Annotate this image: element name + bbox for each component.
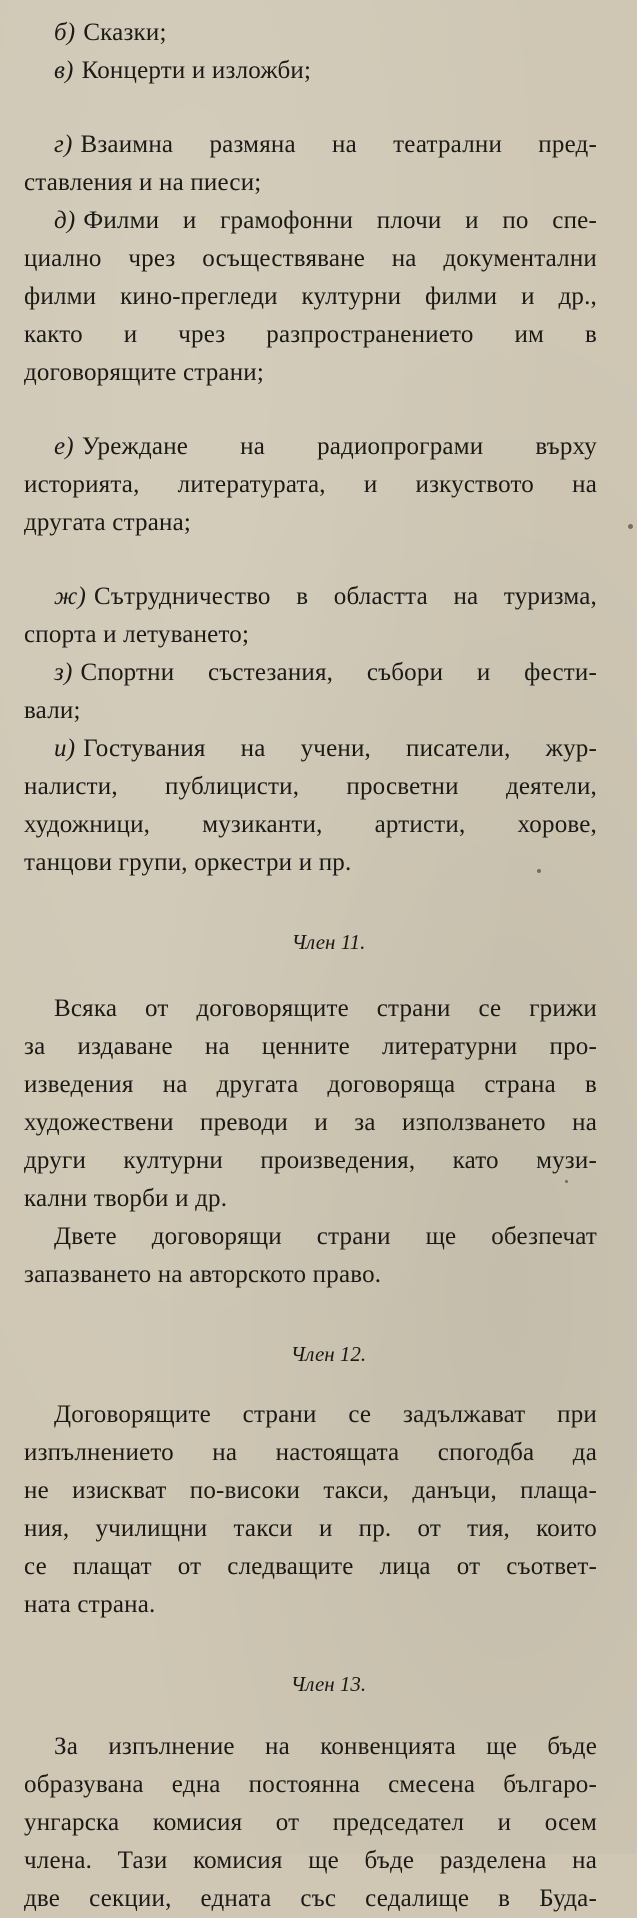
item-text: Сътрудничество в областта на туризма, (93, 583, 597, 610)
list-item-z (24, 654, 597, 692)
paper-speck (537, 869, 541, 873)
paragraph-line: члена. Тази комисия ще бъде разделена на (24, 1847, 597, 1874)
paragraph-line: изпълнението на настоящата спогодба да (24, 1439, 597, 1466)
article-heading: Член 11. (291, 930, 366, 954)
item-text: Взаимна размяна на театрални пред- (80, 131, 597, 158)
paragraph-line: унгарска комисия от председател и осем (24, 1809, 597, 1836)
item-marker: б) (54, 19, 76, 46)
article-heading: Член 12. (290, 1342, 367, 1366)
list-item-z-cont: вали; (24, 697, 81, 724)
list-item-d-cont: филми кино-прегледи културни филми и др., (24, 283, 597, 310)
item-text: Концерти и изложби; (81, 57, 312, 84)
list-item-zh-cont: спорта и летуването; (24, 621, 250, 648)
list-item-b (24, 14, 597, 52)
paragraph-line: образувана една постоянна смесена българо- (24, 1771, 597, 1798)
list-item-zh (24, 578, 597, 616)
item-text: Гостувания на учени, писатели, жур- (83, 735, 597, 762)
item-marker: з) (54, 659, 73, 686)
list-item-i (24, 730, 597, 768)
item-text: Сказки; (83, 19, 167, 46)
list-item-g-cont: ставления и на пиеси; (24, 169, 262, 196)
list-item-d-cont: договорящите страни; (24, 359, 265, 386)
paragraph-line: Всяка от договорящите страни се грижи (54, 995, 597, 1022)
list-item-d-cont: циално чрез осъществяване на документални (24, 245, 597, 272)
paragraph-line: За изпълнение на конвенцията ще бъде (54, 1733, 597, 1760)
paragraph-line: кални творби и др. (24, 1185, 228, 1212)
paragraph-line: запазването на авторското право. (24, 1261, 382, 1288)
list-item-e (24, 428, 597, 466)
paragraph-line: две секции, едната със седалище в Буда- (24, 1885, 597, 1912)
paragraph-line: ната страна. (24, 1591, 156, 1618)
list-item-i-cont: художници, музиканти, артисти, хорове, (24, 811, 597, 838)
paragraph-line: не изискват по-високи такси, данъци, плаща- (24, 1477, 597, 1504)
paragraph-line: ния, училищни такси и пр. от тия, които (24, 1515, 597, 1542)
list-item-v (24, 52, 597, 90)
list-item-g (24, 126, 597, 164)
item-text: Уреждане на радиопрограми върху (81, 433, 597, 460)
paper-speck (628, 524, 633, 529)
list-item-d (24, 202, 597, 240)
paragraph-line: други културни произведения, като музи- (24, 1147, 597, 1174)
item-marker: и) (54, 735, 76, 762)
paragraph-line: се плащат от следващите лица от съответ- (24, 1553, 597, 1580)
item-marker: г) (54, 131, 73, 158)
list-item-i-cont: налисти, публицисти, просветни деятели, (24, 773, 597, 800)
list-item-e-cont: другата страна; (24, 509, 192, 536)
list-item-e-cont: историята, литературата, и изкуството на (24, 471, 597, 498)
item-marker: е) (54, 433, 74, 460)
paragraph-line: за издаване на ценните литературни про- (24, 1033, 597, 1060)
paragraph-line: изведения на другата договоряща страна в (24, 1071, 597, 1098)
paragraph-line: Договорящите страни се задължават при (54, 1401, 597, 1428)
article-heading: Член 13. (290, 1672, 367, 1696)
paragraph-line: Двете договорящи страни ще обезпечат (54, 1223, 597, 1250)
paper-speck (565, 1180, 568, 1183)
item-marker: в) (54, 57, 74, 84)
paragraph-line: художествени преводи и за използването на (24, 1109, 597, 1136)
item-marker: ж) (54, 583, 86, 610)
item-text: Филми и грамофонни плочи и по спе- (83, 207, 597, 234)
list-item-d-cont: както и чрез разпространението им в (24, 321, 597, 348)
item-marker: д) (54, 207, 76, 234)
list-item-i-cont: танцови групи, оркестри и пр. (24, 849, 352, 876)
item-text: Спортни състезания, събори и фести- (80, 659, 597, 686)
